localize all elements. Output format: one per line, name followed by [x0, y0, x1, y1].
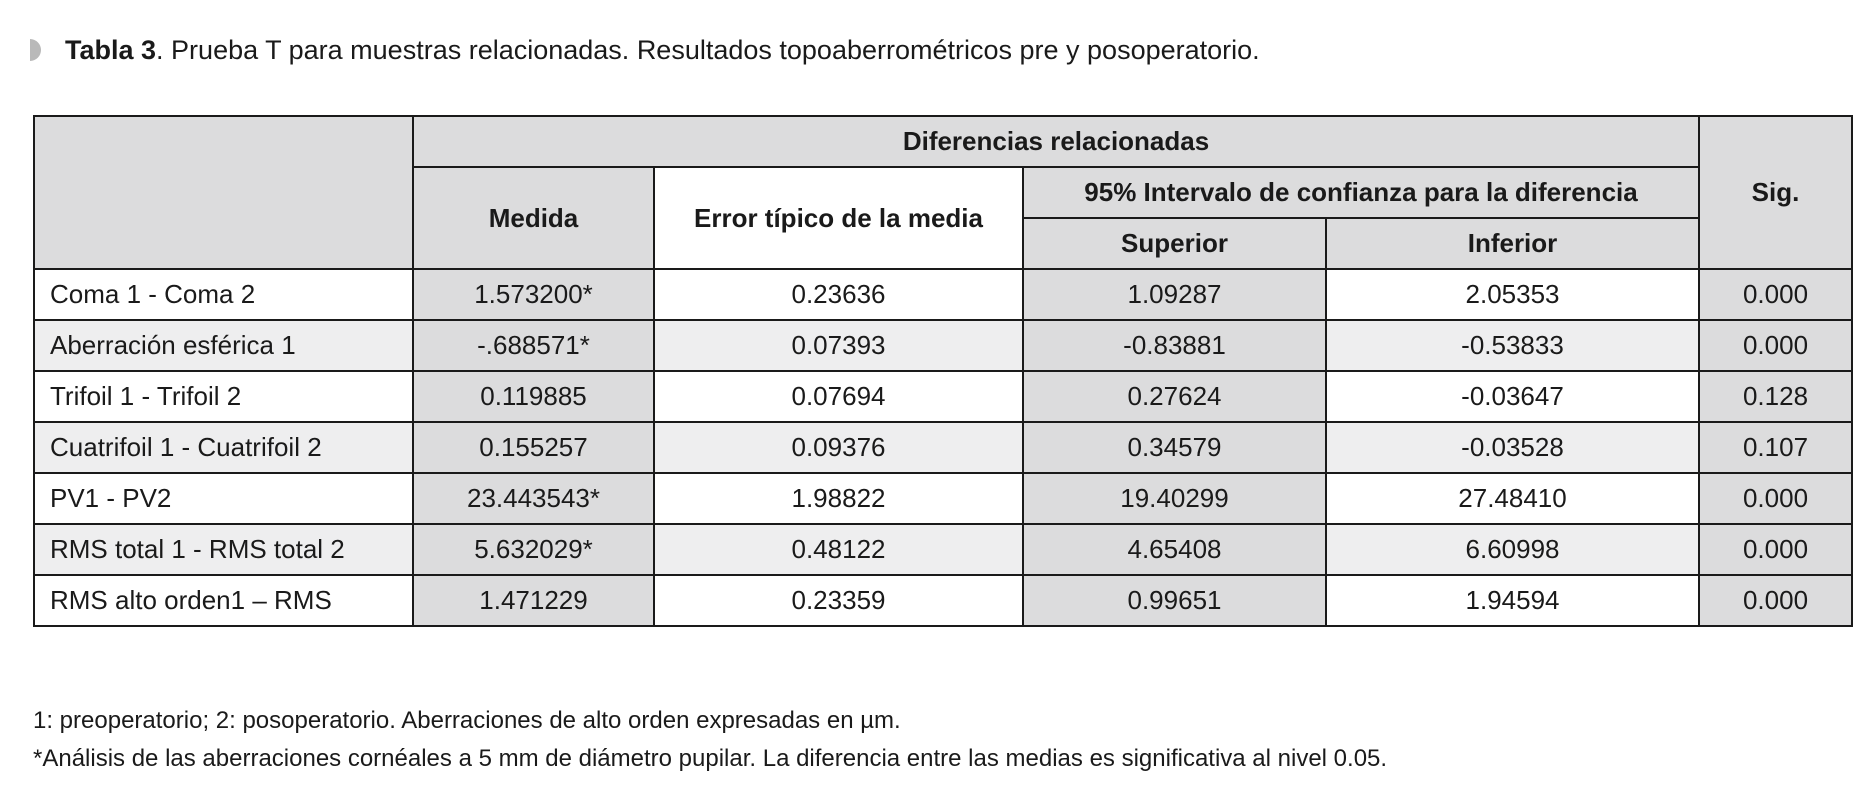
table-row	[34, 371, 1852, 422]
mean-cell: 0.119885	[413, 371, 654, 422]
upper-cell: 0.34579	[1023, 422, 1326, 473]
table-row	[34, 524, 1852, 575]
sig-cell: 0.000	[1699, 524, 1852, 575]
upper-cell: 0.99651	[1023, 575, 1326, 626]
lower-cell: -0.03528	[1326, 422, 1699, 473]
row-label: RMS alto orden1 – RMS	[34, 575, 413, 626]
sig-cell: 0.000	[1699, 320, 1852, 371]
row-label: RMS total 1 - RMS total 2	[34, 524, 413, 575]
row-label: Coma 1 - Coma 2	[34, 269, 413, 320]
mean-header: Medida	[413, 167, 654, 269]
sig-cell: 0.000	[1699, 575, 1852, 626]
mean-cell: 1.471229	[413, 575, 654, 626]
header-row-1	[34, 116, 1852, 167]
upper-cell: 4.65408	[1023, 524, 1326, 575]
results-table	[33, 115, 1853, 627]
lower-cell: 6.60998	[1326, 524, 1699, 575]
row-label: Cuatrifoil 1 - Cuatrifoil 2	[34, 422, 413, 473]
std-error-cell: 0.23636	[654, 269, 1023, 320]
upper-cell: -0.83881	[1023, 320, 1326, 371]
mean-cell: 0.155257	[413, 422, 654, 473]
sig-header: Sig.	[1699, 116, 1852, 269]
row-label: Trifoil 1 - Trifoil 2	[34, 371, 413, 422]
mean-cell: 5.632029*	[413, 524, 654, 575]
upper-cell: 1.09287	[1023, 269, 1326, 320]
table-row	[34, 422, 1852, 473]
std-error-cell: 0.07694	[654, 371, 1023, 422]
sig-cell: 0.000	[1699, 473, 1852, 524]
std-error-cell: 1.98822	[654, 473, 1023, 524]
caption-text: . Prueba T para muestras relacionadas. Resultados topoaberrométricos pre y posoperatorio.	[156, 35, 1260, 65]
std-error-header: Error típico de la media	[654, 167, 1023, 269]
std-error-cell: 0.07393	[654, 320, 1023, 371]
sig-cell: 0.107	[1699, 422, 1852, 473]
row-label: PV1 - PV2	[34, 473, 413, 524]
lower-cell: -0.03647	[1326, 371, 1699, 422]
std-error-cell: 0.23359	[654, 575, 1023, 626]
caption-bullet-icon	[30, 39, 41, 61]
upper-cell: 19.40299	[1023, 473, 1326, 524]
std-error-cell: 0.48122	[654, 524, 1023, 575]
lower-cell: 1.94594	[1326, 575, 1699, 626]
table-row	[34, 575, 1852, 626]
upper-header: Superior	[1023, 218, 1326, 269]
group-header: Diferencias relacionadas	[413, 116, 1699, 167]
lower-cell: 27.48410	[1326, 473, 1699, 524]
table-caption	[30, 32, 1260, 68]
table-row	[34, 269, 1852, 320]
sig-cell: 0.128	[1699, 371, 1852, 422]
mean-cell: -.688571*	[413, 320, 654, 371]
mean-cell: 23.443543*	[413, 473, 654, 524]
table-footnotes	[33, 702, 1387, 778]
row-label: Aberración esférica 1	[34, 320, 413, 371]
footnote-abbreviations: 1: preoperatorio; 2: posoperatorio. Aberraciones de alto orden expresadas en µm.	[33, 707, 901, 734]
footnote-significance: *Análisis de las aberraciones cornéales a 5 mm de diámetro pupilar. La diferencia entre las medias es significativa al nivel 0.05.	[33, 745, 1388, 772]
lower-header: Inferior	[1326, 218, 1699, 269]
table-row	[34, 473, 1852, 524]
lower-cell: 2.05353	[1326, 269, 1699, 320]
caption-label: Tabla 3	[65, 35, 157, 65]
lower-cell: -0.53833	[1326, 320, 1699, 371]
ci-header: 95% Intervalo de confianza para la diferencia	[1023, 167, 1699, 218]
upper-cell: 0.27624	[1023, 371, 1326, 422]
table-row	[34, 320, 1852, 371]
row-label-header	[34, 116, 413, 269]
mean-cell: 1.573200*	[413, 269, 654, 320]
std-error-cell: 0.09376	[654, 422, 1023, 473]
sig-cell: 0.000	[1699, 269, 1852, 320]
